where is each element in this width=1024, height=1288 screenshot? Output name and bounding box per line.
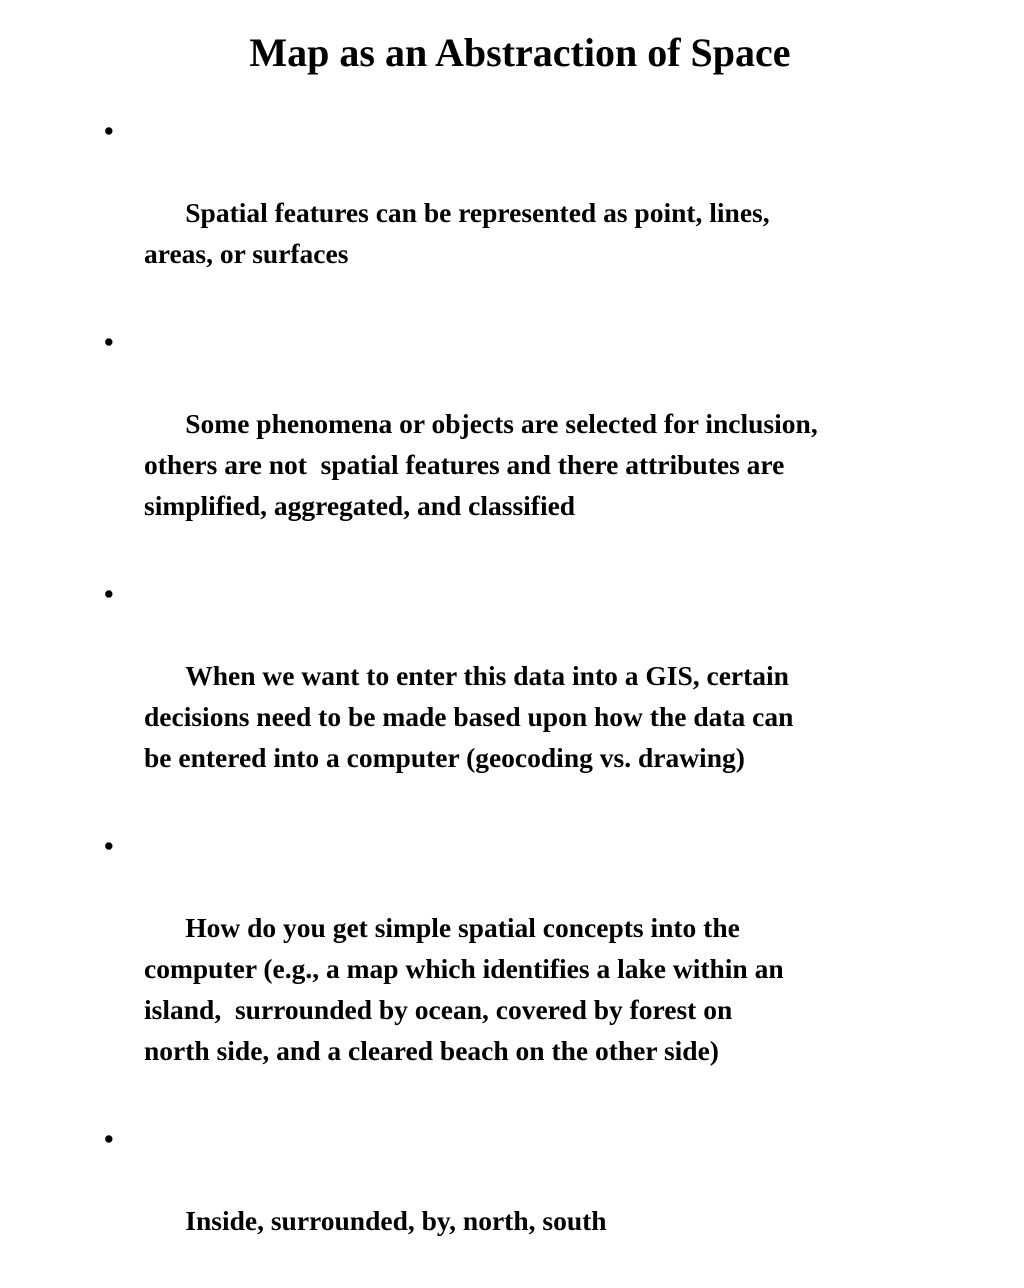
bullet-marker-icon: • (104, 115, 114, 146)
slide-title: Map as an Abstraction of Space (249, 30, 791, 75)
bullet-text: How do you get simple spatial concepts into the computer (e.g., a map which identifies a lake within an island, surrounded by ocean, covered by forest on north side, and a cleared beach on the other side) (144, 912, 784, 1066)
bullet-text: Inside, surrounded, by, north, south (185, 1205, 607, 1236)
bullet-marker-icon: • (104, 326, 114, 357)
bullet-list (104, 110, 964, 1288)
bullet-item (104, 110, 964, 315)
bullet-item (104, 321, 964, 567)
bullet-text: When we want to enter this data into a GIS, certain decisions need to be made based upon how the data can be entered into a computer (geocoding vs. drawing) (144, 660, 794, 773)
bullet-item (104, 825, 964, 1112)
bullet-marker-icon: • (104, 578, 114, 609)
bullet-marker-icon: • (104, 1123, 114, 1154)
bullet-text: Some phenomena or objects are selected for inclusion, others are not spatial features and there attributes are simplified, aggregated, and classified (144, 408, 818, 521)
bullet-text: Spatial features can be represented as point, lines, areas, or surfaces (144, 197, 770, 269)
bullet-item (104, 1118, 964, 1282)
bullet-marker-icon: • (104, 830, 114, 861)
bullet-item (104, 573, 964, 819)
